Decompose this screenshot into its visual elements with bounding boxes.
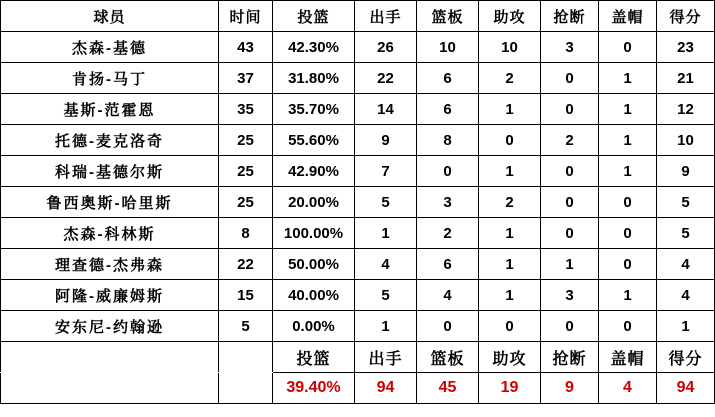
column-header-minutes: 时间 xyxy=(219,1,273,32)
player-name: 杰森-科林斯 xyxy=(1,218,219,249)
player-blocks: 0 xyxy=(599,32,657,63)
player-name: 科瑞-基德尔斯 xyxy=(1,156,219,187)
player-steals: 0 xyxy=(541,187,599,218)
column-header-fgpct: 投篮 xyxy=(273,1,355,32)
player-assists: 2 xyxy=(479,187,541,218)
player-assists: 1 xyxy=(479,94,541,125)
table-row xyxy=(1,63,715,94)
totals-row xyxy=(1,373,715,404)
player-rebounds: 0 xyxy=(417,311,479,342)
player-rebounds: 2 xyxy=(417,218,479,249)
table-row xyxy=(1,187,715,218)
player-attempts: 7 xyxy=(355,156,417,187)
player-rebounds: 6 xyxy=(417,94,479,125)
player-assists: 1 xyxy=(479,156,541,187)
player-assists: 0 xyxy=(479,125,541,156)
player-steals: 3 xyxy=(541,280,599,311)
player-minutes: 35 xyxy=(219,94,273,125)
player-name: 肯扬-马丁 xyxy=(1,63,219,94)
player-rebounds: 6 xyxy=(417,63,479,94)
player-minutes: 37 xyxy=(219,63,273,94)
table-row xyxy=(1,156,715,187)
player-blocks: 1 xyxy=(599,63,657,94)
totals-header-row xyxy=(1,342,715,373)
player-fgpct: 31.80% xyxy=(273,63,355,94)
player-minutes: 25 xyxy=(219,125,273,156)
player-fgpct: 35.70% xyxy=(273,94,355,125)
player-rebounds: 0 xyxy=(417,156,479,187)
player-fgpct: 0.00% xyxy=(273,311,355,342)
spacer-cell xyxy=(219,373,273,404)
column-header-rebounds: 篮板 xyxy=(417,1,479,32)
table-row xyxy=(1,125,715,156)
player-fgpct: 100.00% xyxy=(273,218,355,249)
column-header-points: 得分 xyxy=(657,1,715,32)
player-fgpct: 55.60% xyxy=(273,125,355,156)
player-steals: 3 xyxy=(541,32,599,63)
column-header-assists: 助攻 xyxy=(479,1,541,32)
player-attempts: 9 xyxy=(355,125,417,156)
player-name: 基斯-范霍恩 xyxy=(1,94,219,125)
player-steals: 0 xyxy=(541,94,599,125)
player-minutes: 15 xyxy=(219,280,273,311)
player-points: 4 xyxy=(657,280,715,311)
player-points: 5 xyxy=(657,187,715,218)
player-blocks: 0 xyxy=(599,187,657,218)
player-rebounds: 10 xyxy=(417,32,479,63)
player-fgpct: 40.00% xyxy=(273,280,355,311)
spacer-cell xyxy=(1,342,219,373)
player-fgpct: 50.00% xyxy=(273,249,355,280)
table-row xyxy=(1,311,715,342)
player-minutes: 22 xyxy=(219,249,273,280)
player-steals: 0 xyxy=(541,218,599,249)
player-fgpct: 42.90% xyxy=(273,156,355,187)
player-name: 安东尼-约翰逊 xyxy=(1,311,219,342)
totals-steals: 9 xyxy=(541,373,599,404)
player-steals: 2 xyxy=(541,125,599,156)
player-assists: 1 xyxy=(479,280,541,311)
totals-fgpct: 39.40% xyxy=(273,373,355,404)
totals-header-attempts: 出手 xyxy=(355,342,417,373)
player-attempts: 1 xyxy=(355,311,417,342)
player-rebounds: 3 xyxy=(417,187,479,218)
player-steals: 0 xyxy=(541,156,599,187)
player-assists: 0 xyxy=(479,311,541,342)
player-points: 21 xyxy=(657,63,715,94)
player-points: 12 xyxy=(657,94,715,125)
player-steals: 1 xyxy=(541,249,599,280)
totals-blocks: 4 xyxy=(599,373,657,404)
table-row xyxy=(1,280,715,311)
totals-header-blocks: 盖帽 xyxy=(599,342,657,373)
player-blocks: 0 xyxy=(599,218,657,249)
player-assists: 1 xyxy=(479,218,541,249)
player-attempts: 22 xyxy=(355,63,417,94)
totals-points: 94 xyxy=(657,373,715,404)
player-points: 23 xyxy=(657,32,715,63)
totals-header-rebounds: 篮板 xyxy=(417,342,479,373)
totals-header-assists: 助攻 xyxy=(479,342,541,373)
table-row xyxy=(1,218,715,249)
player-attempts: 4 xyxy=(355,249,417,280)
spacer-cell xyxy=(1,373,219,404)
column-header-player: 球员 xyxy=(1,1,219,32)
player-blocks: 1 xyxy=(599,156,657,187)
totals-header-fgpct: 投篮 xyxy=(273,342,355,373)
player-points: 4 xyxy=(657,249,715,280)
player-minutes: 5 xyxy=(219,311,273,342)
player-attempts: 5 xyxy=(355,187,417,218)
player-attempts: 26 xyxy=(355,32,417,63)
player-blocks: 1 xyxy=(599,94,657,125)
totals-header-steals: 抢断 xyxy=(541,342,599,373)
player-name: 鲁西奥斯-哈里斯 xyxy=(1,187,219,218)
player-minutes: 25 xyxy=(219,156,273,187)
player-minutes: 43 xyxy=(219,32,273,63)
player-blocks: 0 xyxy=(599,249,657,280)
player-rebounds: 8 xyxy=(417,125,479,156)
totals-attempts: 94 xyxy=(355,373,417,404)
player-assists: 10 xyxy=(479,32,541,63)
player-fgpct: 20.00% xyxy=(273,187,355,218)
table-row xyxy=(1,249,715,280)
table-row xyxy=(1,32,715,63)
totals-header-points: 得分 xyxy=(657,342,715,373)
totals-assists: 19 xyxy=(479,373,541,404)
spacer-cell xyxy=(219,342,273,373)
player-blocks: 0 xyxy=(599,311,657,342)
player-name: 理查德-杰弗森 xyxy=(1,249,219,280)
player-points: 5 xyxy=(657,218,715,249)
player-blocks: 1 xyxy=(599,280,657,311)
player-attempts: 1 xyxy=(355,218,417,249)
player-name: 托德-麦克洛奇 xyxy=(1,125,219,156)
column-header-blocks: 盖帽 xyxy=(599,1,657,32)
table-header-row xyxy=(1,1,715,32)
player-fgpct: 42.30% xyxy=(273,32,355,63)
player-attempts: 14 xyxy=(355,94,417,125)
player-steals: 0 xyxy=(541,63,599,94)
player-name: 杰森-基德 xyxy=(1,32,219,63)
player-assists: 1 xyxy=(479,249,541,280)
column-header-attempts: 出手 xyxy=(355,1,417,32)
player-rebounds: 4 xyxy=(417,280,479,311)
player-minutes: 8 xyxy=(219,218,273,249)
player-steals: 0 xyxy=(541,311,599,342)
player-points: 9 xyxy=(657,156,715,187)
player-minutes: 25 xyxy=(219,187,273,218)
player-points: 1 xyxy=(657,311,715,342)
player-assists: 2 xyxy=(479,63,541,94)
player-rebounds: 6 xyxy=(417,249,479,280)
player-attempts: 5 xyxy=(355,280,417,311)
totals-rebounds: 45 xyxy=(417,373,479,404)
player-blocks: 1 xyxy=(599,125,657,156)
player-points: 10 xyxy=(657,125,715,156)
table-row xyxy=(1,94,715,125)
player-name: 阿隆-威廉姆斯 xyxy=(1,280,219,311)
column-header-steals: 抢断 xyxy=(541,1,599,32)
